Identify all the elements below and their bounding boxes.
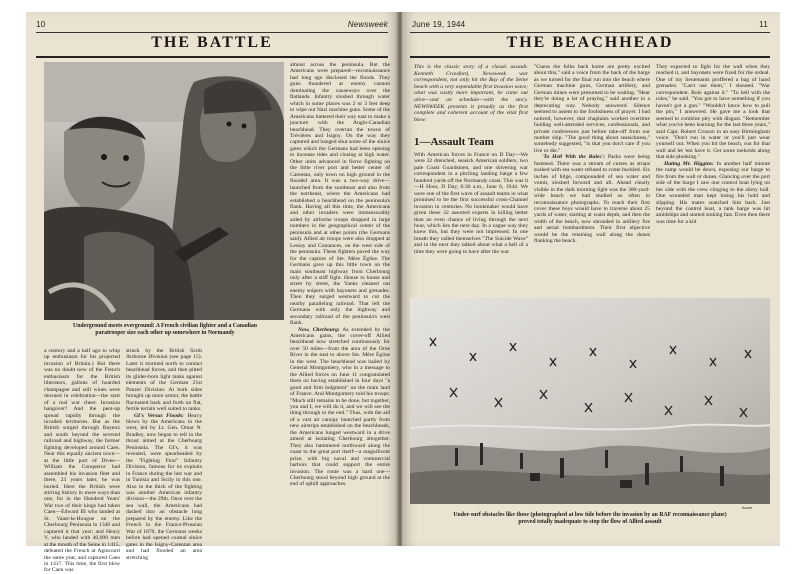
subhead: 'To Hell With the Bales': [542,154,605,161]
subhead: Now, Cherbourg: [298,326,340,333]
title-rule [36,56,388,58]
left-page [26,12,398,574]
photo-caption [40,323,290,337]
right-column-c [656,64,770,292]
body-text: With American forces in France on D Day—We were 32 drenched, seasick American soldiers, two pale Coast Guardsmen, and one shivering war correspondent in a pitching landing barge a few hundred yards off the Normandy coast. This was it—H Hour, D Day, 6:30 a.m., June 6, 1944. We were one of the first wave of assault teams in what promised to be the first successful cross-Channel invasion in centuries. No bookmaker would have given these 32 assorted experts in killing better than an even chance of living through the next hour, which lies the next day. In a vague way they knew this, but they were not impressed. In one breath they called themselves "The Suicide Wave" and in the next they talked about what a hell of a time they were going to have after the war. [414,152,528,255]
photo-caption-line: Underground meets overground: A French civilian fighter and a Canadian [73,323,257,329]
body-text: Packs were being fastened. There was a stream of curses as straps soaked with sea water refused to come buckled. Six inches of bilge, compounded of sea water and vomit, sloshed forward and aft. Ahead clearly visible in the dark morning light was the 300-yard-wide beach we had studied so often in reconnaissance photographs. To reach their first cover these boys would have to traverse about 25 yards of water, starting at waist depth, and then the width of the beach, now shrouded in artillery fire and aerial bombardment. Their first objective would be the retaining wall along the dunes flanking the beach. [534,154,651,245]
section-heading: 1—Assault Team [414,136,494,148]
page-title: THE BATTLE [151,34,273,51]
issue-date: June 19, 1944 [412,20,466,29]
left-column-a [44,348,120,574]
right-column-b [534,64,650,292]
body-text: struck by the British Sixth Airborne Division (see page 15). Later it stormed north to contact beachhead forces, and then pitted its glider-born light tanks against elements of the German 21st Panzer Division. At both sides brought up more armor, the battle fluctuated back and forth on flat, fertile terrain well suited to tanks. [126,348,202,413]
photo-caption-line: proved totally inadequate to stop the flow of Allied assault [518,519,662,525]
photo-caption-line: Under-surf obstacles like these (photographed at low tide before the invasion by an RAF reconnaissance plane) [453,512,727,518]
photo-credit: Acme [742,505,753,510]
body-text: "Guess the folks back home are pretty excited about this," said a voice from the back of the barge as we turned for the final run into the beach where German machine guns, German artillery, and German mines were presumed to be waiting. "Hear they're doing a lot of praying," said another in a deprecating way. Nobody answered. Silence seemed to assent to the foolishness of prayer. I had noticed, however, that chaplains worked overtime holding well-attended services, confessionals, and private conferences just before take-off from our mother ship. "The good thing about seasickness," somebody suggested, "is that you don't care if you live or die." [534,64,650,154]
subhead: GI's Versus Floods: [134,412,184,419]
page-number: 10 [36,20,46,29]
magazine-name: Newsweek [347,20,388,29]
title-rule [410,56,770,58]
header-rule [410,32,770,33]
left-column-c [290,62,390,538]
photo-caption-line: paratrooper size each other up somewhere in Normandy [95,330,235,336]
body-text: a century and a half ago to whip up enthusiasm for his projected invasion of Britain.) But there was no doubt now of the French enthusiasm for the British liberators, gallons of hoarded champagne and still wines were downed in celebration—the start of a real war cheer. Invasion hangover? And the pent-up spread rapidly through the invaded territories. But as the British surged through Bayeux and south beyond the severed railroad and highway, the former fighting developed around Caen. Near this equally ancient town—at the little port of Dives—William the Conqueror had assembled his invasion fleet and there, 23 years later, he was buried. Here the British were stirring history in more ways than one, for in the Hundred Years' War two of their kings had taken Caen—Edward III who landed at St. Vaast-la-Hougue on the Cherbourg Peninsula in 1346 and captured it that year; and Henry V, who landed with 40,000 men at the mouth of the Seine in 1415, defeated the French at Agincourt the same year, and captured Caen in 1417. This time, the first blow for Caen was [44,348,120,574]
body-text: In another half minute the ramp would be down, exposing our barge to fire from the wall or dunes. Glancing over the port side of the barge I saw one control boat lying on her side with the crew clinging to the slimy hull. One wounded man kept losing his hold and slipping. His mates snatched him back. Just beyond the control boat, a tank barge was hit amidships and started sinking fast. Even then there was time for a kid [656,160,770,225]
body-text: almost across the peninsula. But the Americans were prepared—reconnaissance had long ago disclosed the floods. They guns thundered at enemy cannon dominating the causeways over the flatlands. Infantry sloshed through water which in some places was 2 or 3 feet deep to wipe out Nazi machine guns. Some of the Americans battered their way east to make a juncture with the Anglo-Canadian beachhead. They overran the towns of Trévières and Isigny. On the way they captured and hanged shut some of the sluice gates which the Germans had been opening to increase tides and closing at high water. Other units advanced in fierce fighting on the little river port and better center of Carentan, only town on high ground in the flooded area. It was a two-way drive—launched from the southeast and also from the northeast, where the Americans had established a beachhead on the peninsula's flank. Having all this time, the Americans and other invaders were immeasurably aided by airborne troops dropped in large numbers in the geographical center of the peninsula and at other points (the Germans said). Allied air troops were also dropped at Lessay and Coutances, on the west side of the peninsula. These fighters paved the way for the capture of Ste. Mère Église. The Germans gave up this little town on the main southeast highway from Cherbourg only after a stiff fight. House to house and street by street, the Yanks cleaned out enemy snipers with bayonets and grenades. Then they surged westward to cut the nearby paralleling railroad. That left the Germans with only the highway and secondary railroad of the peninsula's west flank. [290,62,390,327]
soldiers-photo [44,62,284,320]
body-text: As extended by the Americans gains, the cover-off Allied beachhead now stretched continuously for over 50 miles—from the area of the Orne River in the east to above Ste. Mère Église in the west. The beachhead was hailed by General Montgomery, who in a message to the Allied forces on June 11 congratulated them on having established in four days "a good and firm lodgment" on the main land of France. And Montgomery told his troops: "Much still remains to be done, but together, you and I, we will do it, and we will see the thing through to the end." Thus, with the aid of a vast air canopy launched partly from new airstrips established on the beachheads, the Americans lunged westward in a drive aimed at isolating Cherbourg altogether. They also hammered northward along the coast to the great port itself—a magnificent prize, with big naval and commercial harbors that could support the entire invasion. The route was a hard one—Cherbourg stood beyond high ground at the end of uphill approaches. [290,326,390,488]
page-title: THE BEACHHEAD [506,34,674,51]
intro-text: This is the classic story of a classic assault. Kenneth Crawford, Newsweek war correspondent, not only hit the Bay of the Seine beach with a very expendable first invasion wave; what was vastly more important, he came out alive—and on schedule—with the story. NEWSWEEK presents it proudly as the first complete and coherent account of the vital first blow: [414,64,528,123]
beach-obstacles-photo [410,298,770,504]
left-column-b [126,348,202,561]
right-column-a [414,152,528,292]
subhead: Hating Mr. Higgins: [664,160,714,167]
body-text: Heavy blows by the Americans in the west, led by Lt. Gen. Omar N. Bradley, now began to tell in the thrust aimed at the Cherbourg Peninsula. The GI's, it was revealed, were spearheaded by the "Fighting First" Infantry Division, famous for its exploits in France during the last war and in Tunisia and Sicily in this one. Also in the thick of the fighting was another American infantry division—the 29th. Once over the sea wall, the Americans had dashed into an obstacle long prepared by the enemy. Like the French in the Franco-Prussian War of 1870, the Germans weeks before had opened coastal sluice gates in the Isigny-Carentan area and had flooded an area stretching [126,412,202,561]
right-page [402,12,780,546]
page-number: 11 [759,20,768,29]
body-text: They expected to fight for the wall when they reached it, and bayonets were fixed for the ordeal. One of my lieutenants proffered a bag of hand grenades. "Can't use them," I shouted. "War correspondent. Rule against it." "To hell with the rules," he said. "You got to have something if you haven't got a gun." "Wouldn't know how to pull the pin," I answered. He gave me a look that seemed to combine pity with disgust. "Remember what you've been learning for the last three years," said Capt. Robert Crisson in an easy Birmingham voice. "Don't run in water or you'll just wear yourself out. When you hit the beach, run for that wall and let 'em have it. Get some toeholds along that side plunking." [656,64,770,161]
header-rule [36,32,388,33]
photo-caption [410,512,770,526]
